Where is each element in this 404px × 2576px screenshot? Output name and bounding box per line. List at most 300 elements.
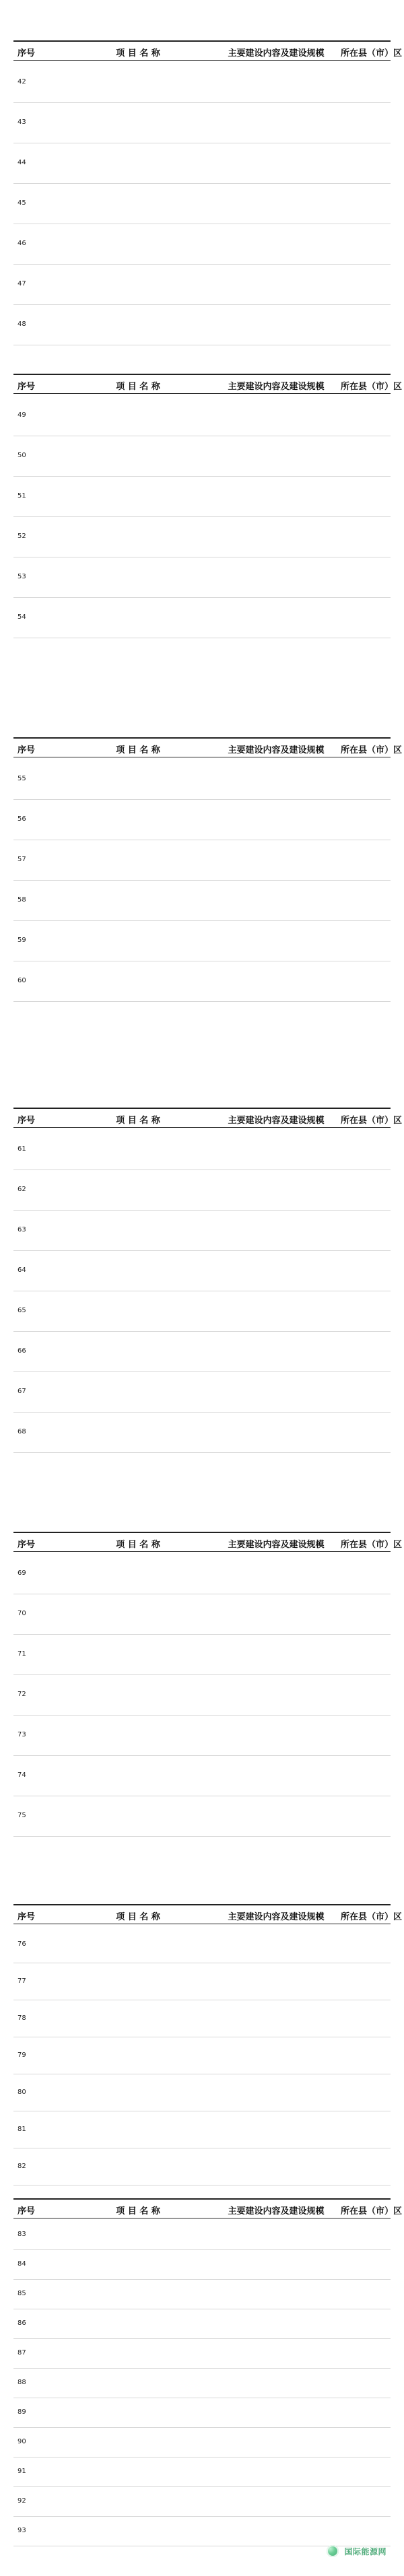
- project-content: [215, 557, 337, 597]
- project-name: [61, 62, 215, 102]
- row-no: 88: [13, 2368, 61, 2398]
- table-header: [13, 1904, 403, 1924]
- row-no: 78: [13, 2000, 61, 2037]
- projects-table: [13, 759, 391, 1002]
- table-row: [13, 2249, 391, 2279]
- table-row: [13, 1674, 391, 1715]
- header-content: 主要建设内容及建设规模: [228, 2206, 325, 2216]
- project-location: [337, 2037, 391, 2074]
- row-no: 85: [13, 2279, 61, 2309]
- row-no: 62: [13, 1170, 61, 1210]
- project-location: [337, 1210, 391, 1250]
- project-content: [215, 143, 337, 183]
- project-name: [61, 1170, 215, 1210]
- projects-table: [13, 395, 391, 638]
- row-no: 76: [13, 1926, 61, 1963]
- project-content: [215, 2309, 337, 2338]
- project-name: [61, 395, 215, 436]
- project-content: [215, 1291, 337, 1331]
- project-location: [337, 1634, 391, 1674]
- project-name: [61, 2486, 215, 2516]
- header-no: 序号: [18, 1540, 36, 1550]
- table-row: [13, 304, 391, 345]
- project-location: [337, 1715, 391, 1755]
- project-content: [215, 2457, 337, 2486]
- project-content: [215, 2220, 337, 2249]
- row-no: 56: [13, 799, 61, 840]
- row-no: 49: [13, 395, 61, 436]
- project-location: [337, 597, 391, 638]
- project-name: [61, 2249, 215, 2279]
- header-location: 所在县（市）区: [341, 1116, 403, 1126]
- header-name: 项 目 名 称: [116, 1116, 160, 1126]
- project-content: [215, 1715, 337, 1755]
- project-location: [337, 2111, 391, 2148]
- row-no: 71: [13, 1634, 61, 1674]
- project-content: [215, 2249, 337, 2279]
- table-row: [13, 2427, 391, 2457]
- project-content: [215, 2111, 337, 2148]
- header-content: 主要建设内容及建设规模: [228, 382, 325, 392]
- project-name: [61, 1674, 215, 1715]
- table-row: [13, 1553, 391, 1594]
- project-content: [215, 2037, 337, 2074]
- table-row: [13, 1796, 391, 1836]
- project-content: [215, 304, 337, 345]
- row-no: 66: [13, 1331, 61, 1371]
- project-location: [337, 920, 391, 961]
- table-row: [13, 1634, 391, 1674]
- project-location: [337, 2074, 391, 2111]
- project-name: [61, 1594, 215, 1634]
- project-name: [61, 557, 215, 597]
- project-content: [215, 2074, 337, 2111]
- header-name: 项 目 名 称: [116, 2206, 160, 2216]
- project-name: [61, 264, 215, 304]
- project-name: [61, 224, 215, 264]
- row-no: 73: [13, 1715, 61, 1755]
- table-row: [13, 2148, 391, 2185]
- header-location: 所在县（市）区: [341, 48, 403, 59]
- row-no: 91: [13, 2457, 61, 2486]
- project-content: [215, 395, 337, 436]
- project-content: [215, 264, 337, 304]
- table-row: [13, 476, 391, 516]
- row-no: 57: [13, 840, 61, 880]
- project-name: [61, 2000, 215, 2037]
- project-name: [61, 2220, 215, 2249]
- project-name: [61, 1715, 215, 1755]
- project-name: [61, 1129, 215, 1170]
- project-name: [61, 2148, 215, 2185]
- header-no: 序号: [18, 382, 36, 392]
- project-content: [215, 2368, 337, 2398]
- project-name: [61, 2457, 215, 2486]
- project-location: [337, 62, 391, 102]
- table-row: [13, 1331, 391, 1371]
- project-content: [215, 224, 337, 264]
- project-name: [61, 1755, 215, 1796]
- table-row: [13, 920, 391, 961]
- header-location: 所在县（市）区: [341, 2206, 403, 2216]
- project-location: [337, 2338, 391, 2368]
- table-header: [13, 737, 403, 757]
- project-content: [215, 1129, 337, 1170]
- row-no: 68: [13, 1412, 61, 1452]
- project-content: [215, 1170, 337, 1210]
- projects-table: [13, 1129, 391, 1453]
- project-location: [337, 143, 391, 183]
- row-no: 80: [13, 2074, 61, 2111]
- project-content: [215, 1926, 337, 1963]
- projects-table: [13, 2220, 391, 2546]
- project-name: [61, 516, 215, 557]
- project-location: [337, 759, 391, 799]
- table-row: [13, 224, 391, 264]
- header-name: 项 目 名 称: [116, 48, 160, 59]
- row-no: 42: [13, 62, 61, 102]
- row-no: 63: [13, 1210, 61, 1250]
- project-location: [337, 2398, 391, 2427]
- project-name: [61, 1371, 215, 1412]
- row-no: 72: [13, 1674, 61, 1715]
- project-location: [337, 557, 391, 597]
- project-name: [61, 920, 215, 961]
- project-content: [215, 1755, 337, 1796]
- project-location: [337, 880, 391, 920]
- row-no: 67: [13, 1371, 61, 1412]
- project-content: [215, 1210, 337, 1250]
- project-name: [61, 304, 215, 345]
- table-row: [13, 2111, 391, 2148]
- row-no: 51: [13, 476, 61, 516]
- header-content: 主要建设内容及建设规模: [228, 1912, 325, 1922]
- project-content: [215, 2000, 337, 2037]
- project-content: [215, 759, 337, 799]
- project-location: [337, 1963, 391, 2000]
- project-name: [61, 1796, 215, 1836]
- header-no: 序号: [18, 1116, 36, 1126]
- header-name: 项 目 名 称: [116, 1540, 160, 1550]
- project-location: [337, 264, 391, 304]
- row-no: 44: [13, 143, 61, 183]
- table-row: [13, 62, 391, 102]
- project-content: [215, 1634, 337, 1674]
- project-name: [61, 597, 215, 638]
- project-location: [337, 1331, 391, 1371]
- project-name: [61, 436, 215, 476]
- table-row: [13, 1371, 391, 1412]
- project-name: [61, 2427, 215, 2457]
- project-name: [61, 1331, 215, 1371]
- project-location: [337, 799, 391, 840]
- table-row: [13, 436, 391, 476]
- project-content: [215, 183, 337, 224]
- table-row: [13, 395, 391, 436]
- table-row: [13, 1210, 391, 1250]
- header-content: 主要建设内容及建设规模: [228, 745, 325, 755]
- project-location: [337, 1674, 391, 1715]
- watermark-text: 国际能源网: [344, 2546, 386, 2556]
- project-content: [215, 102, 337, 143]
- project-name: [61, 1210, 215, 1250]
- project-content: [215, 1963, 337, 2000]
- project-name: [61, 2111, 215, 2148]
- row-no: 54: [13, 597, 61, 638]
- header-content: 主要建设内容及建设规模: [228, 1540, 325, 1550]
- header-location: 所在县（市）区: [341, 1912, 403, 1922]
- row-no: 69: [13, 1553, 61, 1594]
- project-location: [337, 2368, 391, 2398]
- table-row: [13, 2220, 391, 2249]
- table-row: [13, 880, 391, 920]
- header-content: 主要建设内容及建设规模: [228, 48, 325, 59]
- project-name: [61, 1291, 215, 1331]
- table-row: [13, 2074, 391, 2111]
- project-content: [215, 1674, 337, 1715]
- project-content: [215, 880, 337, 920]
- table-row: [13, 1250, 391, 1291]
- project-location: [337, 436, 391, 476]
- project-location: [337, 476, 391, 516]
- table-row: [13, 2309, 391, 2338]
- row-no: 43: [13, 102, 61, 143]
- project-name: [61, 2037, 215, 2074]
- row-no: 77: [13, 1963, 61, 2000]
- project-content: [215, 2338, 337, 2368]
- project-content: [215, 436, 337, 476]
- row-no: 50: [13, 436, 61, 476]
- table-row: [13, 1412, 391, 1452]
- table-row: [13, 1715, 391, 1755]
- row-no: 92: [13, 2486, 61, 2516]
- table-header: [13, 1532, 403, 1552]
- table-header: [13, 1108, 403, 1128]
- table-row: [13, 516, 391, 557]
- project-name: [61, 143, 215, 183]
- row-no: 52: [13, 516, 61, 557]
- project-content: [215, 2516, 337, 2546]
- table-row: [13, 759, 391, 799]
- project-location: [337, 1129, 391, 1170]
- project-name: [61, 2309, 215, 2338]
- row-no: 59: [13, 920, 61, 961]
- projects-table: [13, 1926, 391, 2185]
- project-location: [337, 1926, 391, 1963]
- project-location: [337, 2516, 391, 2546]
- table-row: [13, 183, 391, 224]
- project-content: [215, 1553, 337, 1594]
- project-name: [61, 961, 215, 1001]
- table-row: [13, 1291, 391, 1331]
- project-location: [337, 395, 391, 436]
- row-no: 58: [13, 880, 61, 920]
- project-content: [215, 1796, 337, 1836]
- project-content: [215, 597, 337, 638]
- table-row: [13, 2037, 391, 2074]
- header-location: 所在县（市）区: [341, 382, 403, 392]
- row-no: 79: [13, 2037, 61, 2074]
- project-location: [337, 2309, 391, 2338]
- table-row: [13, 2457, 391, 2486]
- project-content: [215, 2398, 337, 2427]
- project-location: [337, 2486, 391, 2516]
- table-row: [13, 143, 391, 183]
- project-name: [61, 759, 215, 799]
- project-name: [61, 183, 215, 224]
- row-no: 61: [13, 1129, 61, 1170]
- project-name: [61, 1250, 215, 1291]
- row-no: 89: [13, 2398, 61, 2427]
- project-location: [337, 840, 391, 880]
- header-name: 项 目 名 称: [116, 382, 160, 392]
- table-row: [13, 2368, 391, 2398]
- project-location: [337, 304, 391, 345]
- header-name: 项 目 名 称: [116, 1912, 160, 1922]
- table-row: [13, 102, 391, 143]
- row-no: 93: [13, 2516, 61, 2546]
- project-name: [61, 880, 215, 920]
- projects-table: [13, 1553, 391, 1837]
- project-content: [215, 2427, 337, 2457]
- header-name: 项 目 名 称: [116, 745, 160, 755]
- project-location: [337, 2249, 391, 2279]
- project-location: [337, 1412, 391, 1452]
- project-name: [61, 840, 215, 880]
- table-row: [13, 597, 391, 638]
- row-no: 46: [13, 224, 61, 264]
- table-row: [13, 2486, 391, 2516]
- site-watermark: [327, 2545, 386, 2557]
- project-content: [215, 1331, 337, 1371]
- project-location: [337, 2457, 391, 2486]
- row-no: 90: [13, 2427, 61, 2457]
- table-header: [13, 374, 403, 394]
- row-no: 64: [13, 1250, 61, 1291]
- project-name: [61, 1553, 215, 1594]
- project-name: [61, 1634, 215, 1674]
- project-name: [61, 476, 215, 516]
- row-no: 47: [13, 264, 61, 304]
- project-content: [215, 799, 337, 840]
- project-content: [215, 1250, 337, 1291]
- project-name: [61, 799, 215, 840]
- project-name: [61, 102, 215, 143]
- project-name: [61, 1963, 215, 2000]
- row-no: 84: [13, 2249, 61, 2279]
- project-location: [337, 2279, 391, 2309]
- project-location: [337, 102, 391, 143]
- project-location: [337, 1291, 391, 1331]
- project-location: [337, 1371, 391, 1412]
- table-header: [13, 40, 403, 61]
- project-name: [61, 2338, 215, 2368]
- project-content: [215, 1371, 337, 1412]
- header-content: 主要建设内容及建设规模: [228, 1116, 325, 1126]
- row-no: 48: [13, 304, 61, 345]
- table-row: [13, 1594, 391, 1634]
- project-content: [215, 62, 337, 102]
- project-name: [61, 1412, 215, 1452]
- row-no: 82: [13, 2148, 61, 2185]
- project-location: [337, 516, 391, 557]
- table-row: [13, 1129, 391, 1170]
- project-name: [61, 2398, 215, 2427]
- project-name: [61, 2516, 215, 2546]
- project-location: [337, 1553, 391, 1594]
- table-row: [13, 2338, 391, 2368]
- table-row: [13, 961, 391, 1001]
- project-location: [337, 1755, 391, 1796]
- row-no: 87: [13, 2338, 61, 2368]
- project-location: [337, 1250, 391, 1291]
- project-content: [215, 1594, 337, 1634]
- header-no: 序号: [18, 745, 36, 755]
- project-location: [337, 183, 391, 224]
- table-header: [13, 2198, 403, 2218]
- project-content: [215, 516, 337, 557]
- header-no: 序号: [18, 48, 36, 59]
- project-name: [61, 2279, 215, 2309]
- row-no: 75: [13, 1796, 61, 1836]
- project-content: [215, 2148, 337, 2185]
- project-location: [337, 1796, 391, 1836]
- row-no: 83: [13, 2220, 61, 2249]
- row-no: 70: [13, 1594, 61, 1634]
- project-name: [61, 2074, 215, 2111]
- row-no: 55: [13, 759, 61, 799]
- project-name: [61, 2368, 215, 2398]
- project-content: [215, 840, 337, 880]
- projects-table: [13, 62, 391, 345]
- project-content: [215, 2279, 337, 2309]
- project-content: [215, 476, 337, 516]
- table-row: [13, 1170, 391, 1210]
- table-row: [13, 2000, 391, 2037]
- project-content: [215, 920, 337, 961]
- project-location: [337, 2220, 391, 2249]
- header-no: 序号: [18, 1912, 36, 1922]
- table-row: [13, 840, 391, 880]
- table-row: [13, 2279, 391, 2309]
- table-row: [13, 1926, 391, 1963]
- row-no: 74: [13, 1755, 61, 1796]
- header-no: 序号: [18, 2206, 36, 2216]
- project-location: [337, 2000, 391, 2037]
- project-content: [215, 2486, 337, 2516]
- table-row: [13, 1963, 391, 2000]
- project-location: [337, 2148, 391, 2185]
- project-location: [337, 961, 391, 1001]
- project-location: [337, 1170, 391, 1210]
- table-row: [13, 264, 391, 304]
- row-no: 45: [13, 183, 61, 224]
- project-name: [61, 1926, 215, 1963]
- table-row: [13, 2516, 391, 2546]
- project-location: [337, 2427, 391, 2457]
- project-location: [337, 1594, 391, 1634]
- project-location: [337, 224, 391, 264]
- brand-logo-icon: [327, 2545, 339, 2557]
- row-no: 53: [13, 557, 61, 597]
- row-no: 60: [13, 961, 61, 1001]
- header-location: 所在县（市）区: [341, 745, 403, 755]
- row-no: 65: [13, 1291, 61, 1331]
- table-row: [13, 557, 391, 597]
- header-location: 所在县（市）区: [341, 1540, 403, 1550]
- row-no: 86: [13, 2309, 61, 2338]
- project-content: [215, 1412, 337, 1452]
